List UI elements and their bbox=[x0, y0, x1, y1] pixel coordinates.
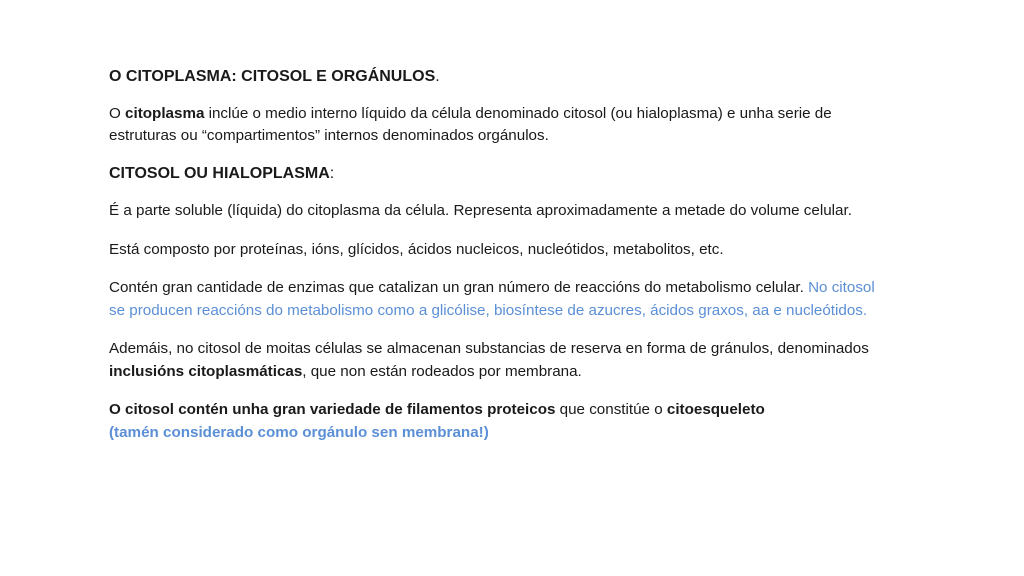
intro-text-2: inclúe o medio interno líquido da célula denominado citosol (ou hialoplasma) e unha serie de estruturas ou “compartimentos” internos denominados orgánulos. bbox=[109, 104, 832, 144]
title-suffix: . bbox=[435, 68, 440, 85]
enzymes-text: Contén gran cantidade de enzimas que catalizan un gran número de reaccións do metabolismo celular. bbox=[109, 279, 809, 296]
intro-paragraph bbox=[109, 103, 889, 148]
section-heading-suffix: : bbox=[329, 164, 335, 182]
inclusions-text-1: Ademáis, no citosol de moitas células se almacenan substancias de reserva en forma de gránulos, denominados bbox=[109, 340, 869, 357]
document-title bbox=[109, 66, 889, 89]
paragraph-inclusions bbox=[109, 338, 889, 383]
intro-text-1: O bbox=[109, 104, 126, 122]
paragraph-composition: Está composto por proteínas, ións, glícidos, ácidos nucleicos, nucleótidos, metabolitos, etc. bbox=[109, 240, 724, 258]
document-page bbox=[109, 66, 889, 444]
section-heading-text: CITOSOL OU HIALOPLASMA bbox=[109, 164, 330, 182]
cytoskeleton-highlight: (tamén considerado como orgánulo sen membrana!) bbox=[109, 423, 489, 441]
cytoskeleton-bold-1: O citosol contén unha gran variedade de filamentos proteicos bbox=[109, 401, 556, 418]
intro-keyword-citoplasma: citoplasma bbox=[125, 104, 205, 122]
paragraph-soluble: É a parte soluble (líquida) do citoplasma da célula. Representa aproximadamente a metade do volume celular. bbox=[109, 202, 852, 219]
inclusions-keyword: inclusións citoplasmáticas bbox=[109, 362, 303, 380]
paragraph-enzymes bbox=[109, 277, 889, 322]
enzymes-highlight: No citosol se producen reaccións do metabolismo como a glicólise, biosíntese de azucres, ácidos graxos, aa e nucleótidos. bbox=[109, 279, 875, 319]
inclusions-text-2: , que non están rodeados por membrana. bbox=[302, 362, 582, 380]
cytoskeleton-keyword: citoesqueleto bbox=[666, 401, 765, 418]
title-text: O CITOPLASMA: CITOSOL E ORGÁNULOS bbox=[109, 68, 436, 85]
section-heading bbox=[109, 163, 889, 186]
paragraph-cytoskeleton bbox=[109, 399, 889, 444]
cytoskeleton-text: que constitúe o bbox=[555, 401, 667, 418]
